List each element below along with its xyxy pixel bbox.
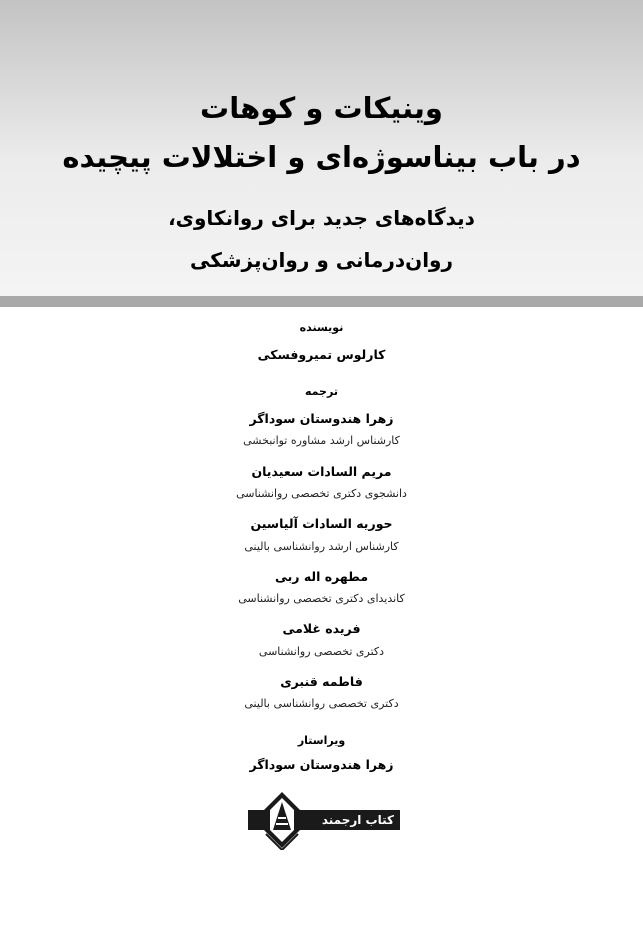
translation-role-label: ترجمه — [305, 385, 338, 398]
publisher-name: کتاب ارجمند — [321, 813, 394, 827]
publisher-logo — [248, 790, 400, 850]
editor-role-label: ویراستار — [297, 734, 346, 747]
author-role-label: نویسنده — [299, 321, 344, 334]
author-name: کارلوس تمیروفسکی — [257, 347, 386, 362]
translator-name: فریده غلامی — [282, 621, 361, 636]
translator-title: کارشناس ارشد مشاوره توانبخشی — [243, 434, 400, 447]
translator-title: کارشناس ارشد روانشناسی بالینی — [244, 540, 399, 553]
translator-name: زهرا هندوستان سوداگر — [249, 411, 394, 426]
translator-name: فاطمه قنبری — [280, 674, 363, 689]
translator-title: دانشجوی دکتری تخصصی روانشناسی — [236, 487, 407, 500]
book-subtitle-line-2: روان‌درمانی و روان‌پزشکی — [190, 248, 453, 272]
translator-name: حوریه السادات آلیاسین — [250, 516, 393, 531]
translator-title: کاندیدای دکتری تخصصی روانشناسی — [238, 592, 405, 605]
translator-name: مطهره اله ربی — [274, 569, 369, 584]
book-subtitle-line-1: دیدگاه‌های جدید برای روانکاوی، — [168, 206, 475, 230]
translator-title: دکتری تخصصی روانشناسی بالینی — [244, 697, 399, 710]
divider-bar — [0, 296, 643, 307]
editor-name: زهرا هندوستان سوداگر — [249, 757, 394, 772]
book-title-line-2: در باب بیناسوژه‌ای و اختلالات پیچیده — [62, 140, 581, 174]
translator-name: مریم السادات سعیدیان — [251, 464, 392, 479]
translator-title: دکتری تخصصی روانشناسی — [258, 645, 385, 658]
book-title-line-1: وینیکات و کوهات — [200, 91, 443, 125]
